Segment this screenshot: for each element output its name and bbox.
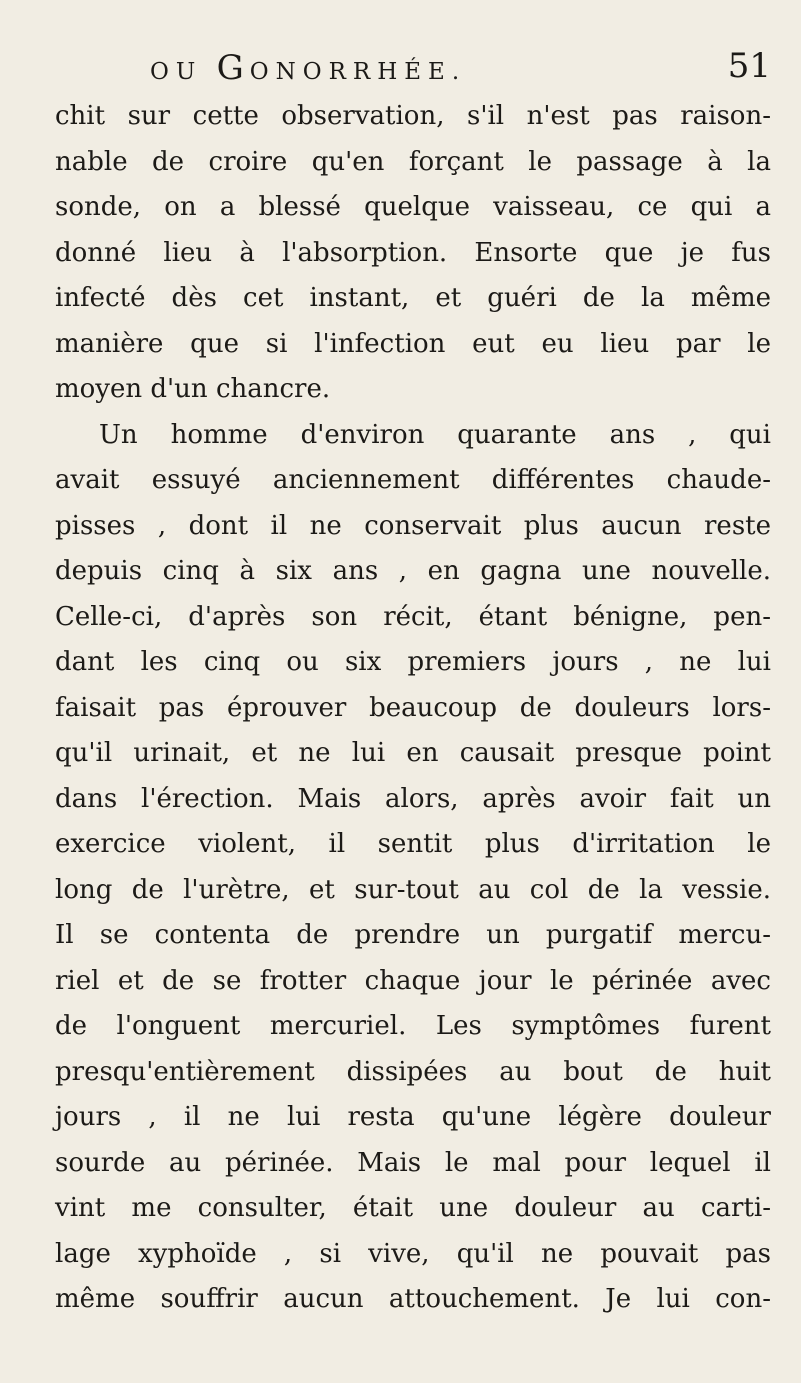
text-line: presqu'entièrement dissipées au bout de huit [55, 1056, 771, 1087]
text-line: sourde au périnée. Mais le mal pour lequel il [55, 1147, 771, 1178]
text-line: chit sur cette observation, s'il n'est pas raison- [55, 101, 771, 131]
text-line: exercice violent, il sentit plus d'irritation le [55, 829, 771, 859]
text-line: nable de croire qu'en forçant le passage à la [55, 146, 771, 177]
text-line: sonde, on a blessé quelque vaisseau, ce qui a [55, 192, 771, 222]
running-title-capital: G [216, 48, 250, 88]
text-line: de l'onguent mercuriel. Les symptômes furent [55, 1011, 771, 1041]
text-line: lage xyphoïde , si vive, qu'il ne pouvait pas [55, 1238, 771, 1269]
text-line: infecté dès cet instant, et guéri de la même [55, 283, 771, 313]
text-line: long de l'urètre, et sur-tout au col de la vessie. [55, 874, 771, 905]
text-line: dant les cinq ou six premiers jours , ne lui [55, 647, 771, 677]
running-header [58, 40, 771, 90]
text-line: Celle-ci, d'après son récit, étant bénigne, pen- [55, 601, 771, 632]
text-line: même souffrir aucun attouchement. Je lui con- [55, 1284, 771, 1314]
running-title-rest: ONORRHÉE. [249, 59, 467, 85]
running-title [150, 48, 466, 88]
text-line: vint me consulter, était une douleur au carti- [55, 1193, 771, 1223]
text-line: moyen d'un chancre. [55, 374, 331, 404]
text-line: depuis cinq à six ans , en gagna une nouvelle. [55, 556, 771, 586]
text-line: jours , il ne lui resta qu'une légère douleur [55, 1102, 771, 1132]
text-line: riel et de se frotter chaque jour le périnée avec [55, 965, 771, 996]
page-number: 51 [727, 46, 771, 86]
text-line: dans l'érection. Mais alors, après avoir fait un [55, 783, 771, 814]
text-line: faisait pas éprouver beaucoup de douleurs lors- [55, 692, 771, 723]
running-title-lead: OU [150, 59, 217, 85]
text-line: qu'il urinait, et ne lui en causait presque point [55, 738, 771, 768]
paragraph-start-line: Un homme d'environ quarante ans , qui [99, 419, 771, 450]
text-line: avait essuyé anciennement différentes chaude- [55, 465, 771, 495]
text-line: manière que si l'infection eut eu lieu par le [55, 328, 771, 359]
text-line: pisses , dont il ne conservait plus aucun reste [55, 510, 771, 541]
page-body-text [55, 94, 771, 1323]
text-line: donné lieu à l'absorption. Ensorte que je fus [55, 237, 771, 268]
text-line: Il se contenta de prendre un purgatif mercu- [55, 920, 771, 950]
